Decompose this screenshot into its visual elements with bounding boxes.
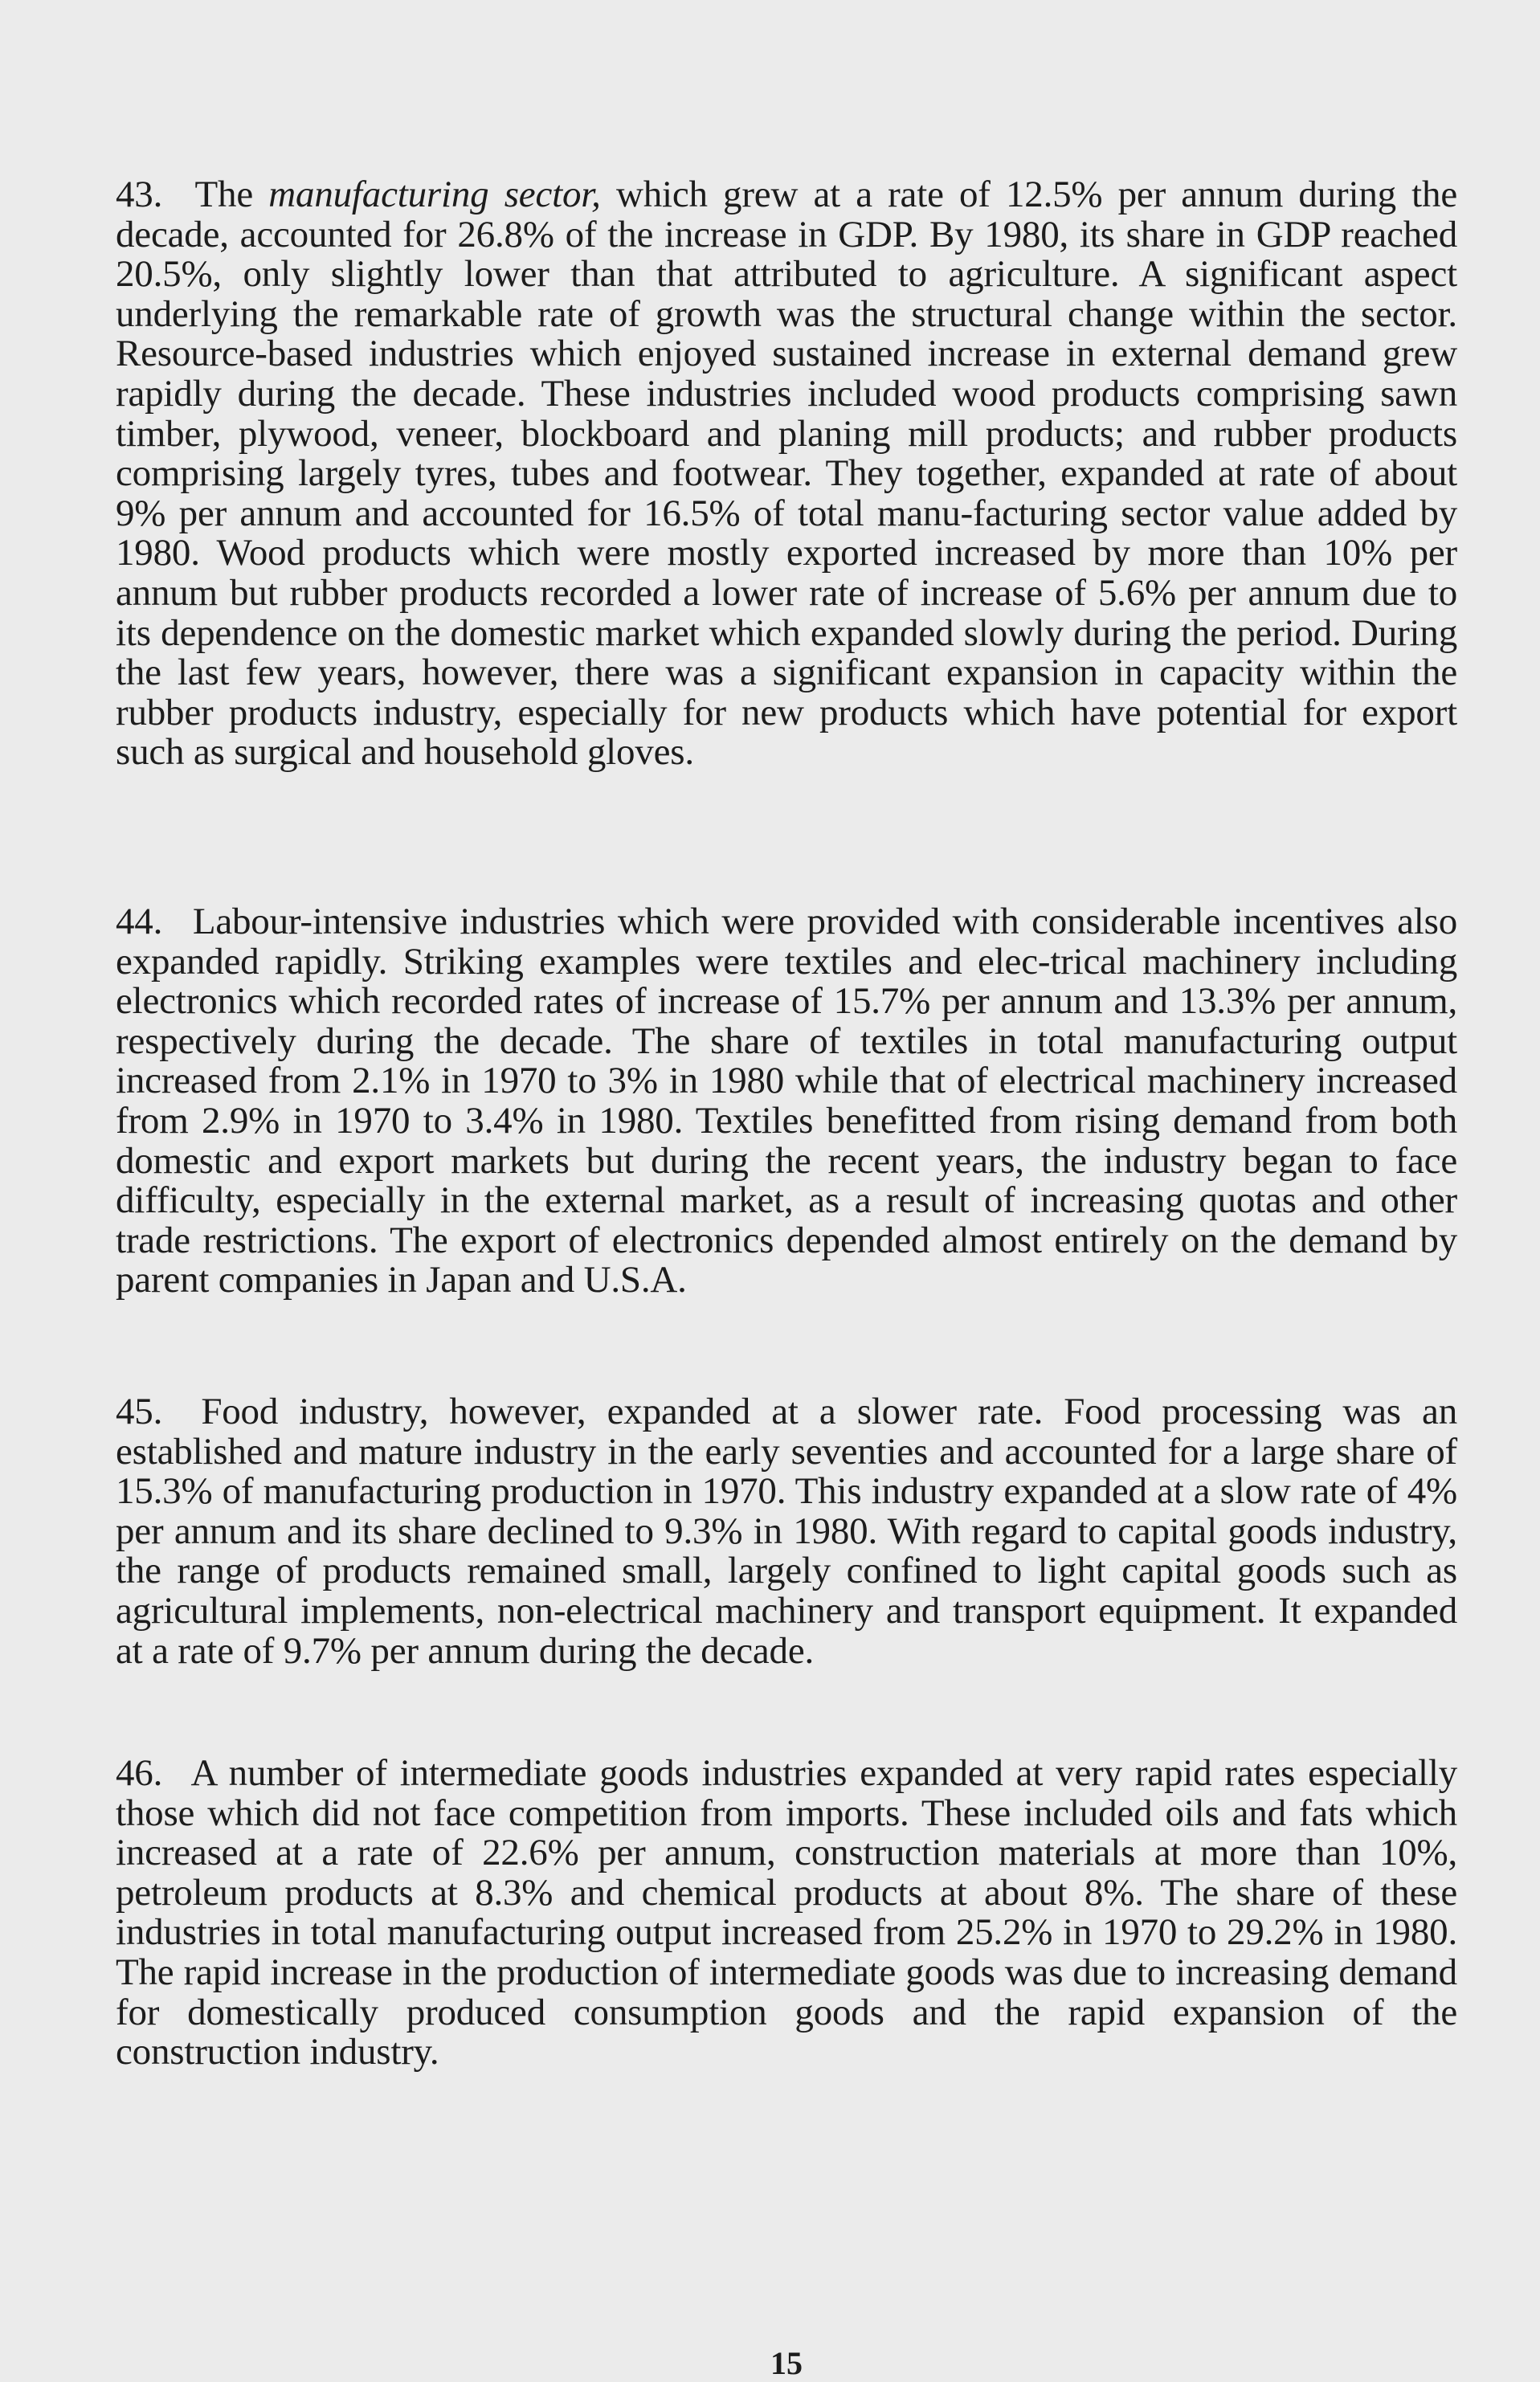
paragraph-number: 43. — [116, 174, 163, 215]
paragraph-number: 45. — [116, 1391, 163, 1432]
paragraph-number: 44. — [116, 901, 163, 942]
paragraph-44 — [116, 902, 1457, 1301]
paragraph-text: Food industry, however, expanded at a slower rate. Food processing was an established and mature industry in the early seventies and accounted for a large share of 15.3% of manufacturing production in 1970. This industry expanded at a slow rate of 4% per annum and its share declined to 9.3% in 1980. With regard to capital goods industry, the range of products remained small, largely confined to light capital goods such as agricultural implements, non-electrical machinery and transport equipment. It expanded at a rate of 9.7% per annum during the decade. — [116, 1391, 1457, 1672]
paragraph-43 — [116, 175, 1457, 773]
paragraph-45 — [116, 1392, 1457, 1671]
paragraph-46 — [116, 1754, 1457, 2073]
paragraph-text: A number of intermediate goods industries expanded at very rapid rates especially those which did not face competition from imports. These included oils and fats which increased at a rate of 22.6% per annum, construction materials at more than 10%, petroleum products at 8.3% and chemical products at about 8%. The share of these industries in total manufacturing output increased from 25.2% in 1970 to 29.2% in 1980. The rapid increase in the production of intermediate goods was due to increasing demand for domestically produced consumption goods and the rapid expansion of the construction industry. — [116, 1752, 1457, 2074]
emphasized-term: manufacturing sector, — [268, 174, 601, 215]
paragraph-number: 46. — [116, 1752, 163, 1794]
paragraph-text: Labour-intensive industries which were provided with considerable incentives also expanded rapidly. Striking examples were textiles and elec-trical machinery including electronics which recorded rates of increase of 15.7% per annum and 13.3% per annum, respectively during the decade. The share of textiles in total manufacturing output increased from 2.1% in 1970 to 3% in 1980 while that of electrical machinery increased from 2.9% in 1970 to 3.4% in 1980. Textiles benefitted from rising demand from both domestic and export markets but during the recent years, the industry began to face difficulty, especially in the external market, as a result of increasing quotas and other trade restrictions. The export of electronics depended almost entirely on the demand by parent companies in Japan and U.S.A. — [116, 901, 1457, 1301]
paragraph-text: which grew at a rate of 12.5% per annum during the decade, accounted for 26.8% of the increase in GDP. By 1980, its share in GDP reached 20.5%, only slightly lower than that attributed to agriculture. A significant aspect underlying the remarkable rate of growth was the structural change within the sector. Resource-based industries which enjoyed sustained increase in external demand grew rapidly during the decade. These industries included wood products comprising sawn timber, plywood, veneer, blockboard and planing mill products; and rubber products comprising largely tyres, tubes and footwear. They together, expanded at rate of about 9% per annum and accounted for 16.5% of total manu-facturing sector value added by 1980. Wood products which were mostly exported increased by more than 10% per annum but rubber products recorded a lower rate of increase of 5.6% per annum due to its dependence on the domestic market which expanded slowly during the period. During the last few years, however, there was a significant expansion in capacity within the rubber products industry, especially for new products which have potential for export such as surgical and household gloves. — [116, 174, 1457, 774]
page-number: 15 — [770, 2345, 803, 2381]
paragraph-lead: The — [194, 174, 254, 215]
